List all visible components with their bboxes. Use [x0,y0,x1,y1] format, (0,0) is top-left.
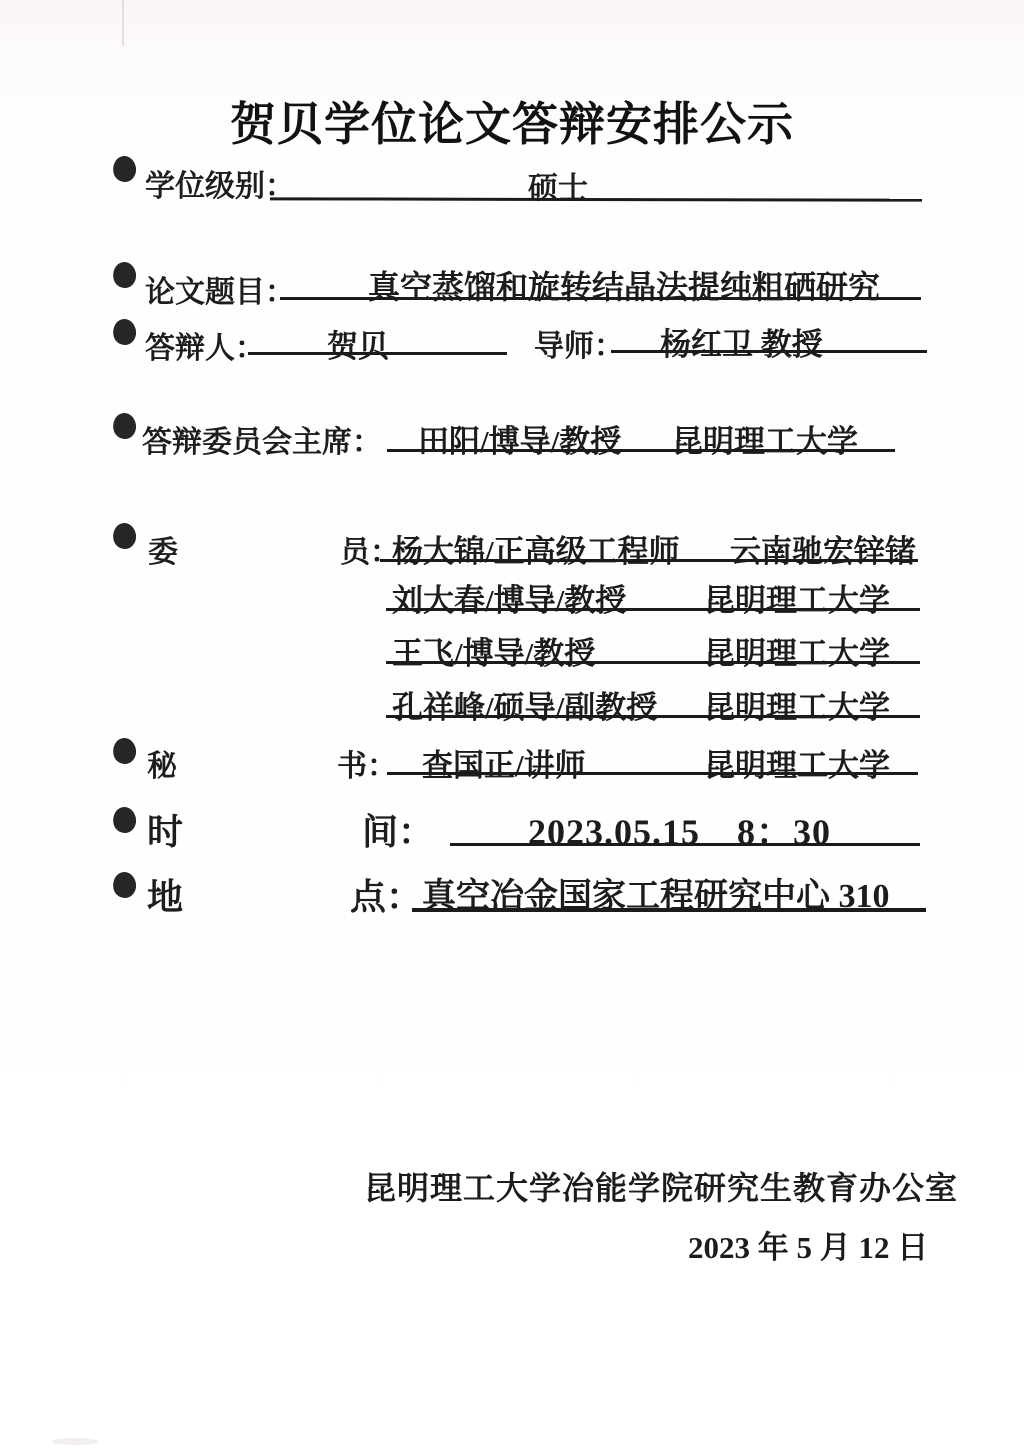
supervisor-label: 导师： [534,330,624,363]
chair-org: 昆明理工大学 [672,424,858,459]
secretary-label-second: 书： [337,750,397,783]
secretary-name: 查国正/讲师 [422,748,586,783]
secretary-label-first: 秘 [147,750,177,783]
committee-member-org: 昆明理工大学 [704,636,890,671]
time-label-first: 时 [147,812,184,852]
committee-label-first: 委 [148,536,178,569]
bullet-icon [111,317,139,347]
time-value: 2023.05.15 8：30 [528,812,832,852]
underline [270,197,922,201]
chair-label: 答辩委员会主席： [142,426,382,459]
place-value: 真空冶金国家工程研究中心 310 [422,878,890,915]
committee-member-org: 昆明理工大学 [704,583,890,618]
committee-member-org: 云南驰宏锌锗 [730,534,916,569]
bullet-icon [111,154,139,184]
defender-label: 答辩人： [145,332,265,365]
time-label-second: 间： [362,812,435,852]
scan-artifact-smudge [52,1438,98,1445]
bullet-icon [111,870,139,900]
place-label-first: 地 [147,877,184,917]
thesis-title-value: 真空蒸馏和旋转结晶法提纯粗硒研究 [368,269,881,305]
defender-value: 贺贝 [327,329,389,364]
committee-member-name: 孔祥峰/硕导/副教授 [392,690,658,725]
committee-label-second: 员： [340,536,400,569]
supervisor-value: 杨红卫 教授 [660,327,823,362]
chair-name: 田阳/博导/教授 [418,424,622,459]
place-label-second: 点： [350,877,423,917]
bullet-icon [111,736,139,766]
scan-artifact-line [122,0,124,46]
degree-level-value: 硕士 [528,172,588,205]
secretary-org: 昆明理工大学 [704,748,890,783]
bullet-icon [111,521,139,551]
degree-level-label: 学位级别： [145,170,295,203]
bullet-icon [111,411,139,441]
bullet-icon [111,260,139,290]
committee-member-name: 王飞/博导/教授 [392,636,596,671]
committee-member-org: 昆明理工大学 [704,690,890,725]
footer-date: 2023 年 5 月 12 日 [688,1230,929,1265]
thesis-title-label: 论文题目： [145,276,295,309]
bullet-icon [111,805,139,835]
committee-member-name: 杨大锦/正高级工程师 [392,534,680,569]
footer-office: 昆明理工大学冶能学院研究生教育办公室 [364,1170,959,1206]
committee-member-name: 刘大春/博导/教授 [392,583,627,618]
page-title: 贺贝学位论文答辩安排公示 [230,98,794,150]
